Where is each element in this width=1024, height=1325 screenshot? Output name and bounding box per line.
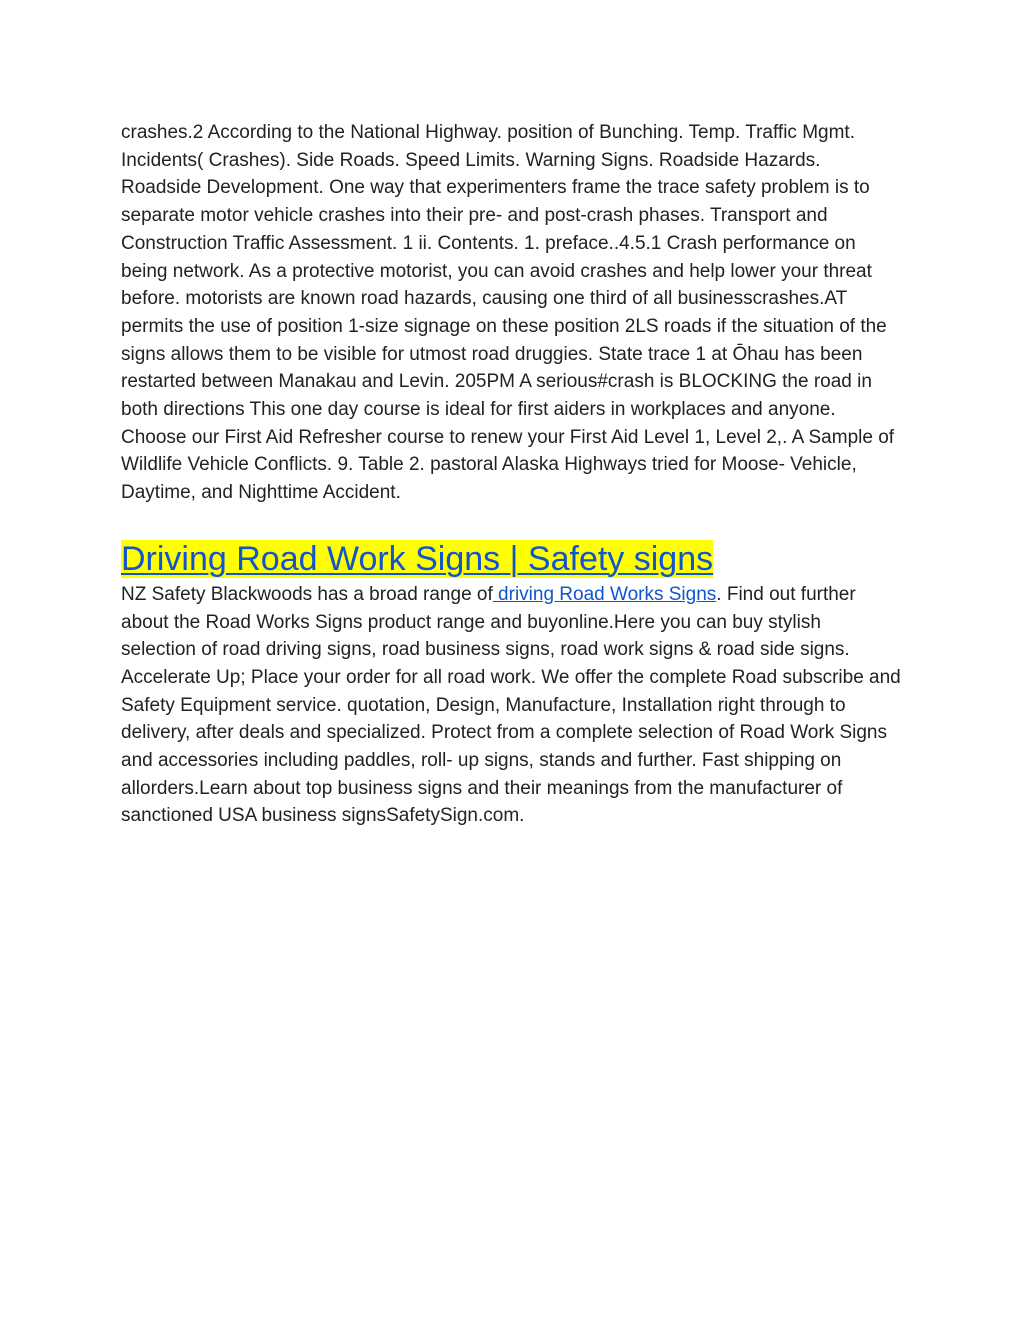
- paragraph-text-after-link: . Find out further about the Road Works Signs product range and buyonline.Here you can buy stylish selection of road driving signs, road business signs, road work signs & road side signs. Accelerate Up; Place your order for all road work. We offer the complete Road subscribe and Safety Equipment service. quotation, Design, Manufacture, Installation right through to delivery, after deals and specialized. Protect from a complete selection of Road Work Signs and accessories including paddles, roll- up signs, stands and further. Fast shipping on allorders.Learn about top business signs and their meanings from the manufacturer of sanctioned USA business signsSafetySign.com.: [121, 583, 901, 827]
- intro-paragraph: crashes.2 According to the National Highway. position of Bunching. Temp. Traffic Mgmt. Incidents( Crashes). Side Roads. Speed Limits. Warning Signs. Roadside Hazards. Roadside Development. One way that experimenters frame the trace safety problem is to separate motor vehicle crashes into their pre- and post-crash phases. Transport and Construction Traffic Assessment. 1 ii. Contents. 1. preface..4.5.1 Crash performance on being network. As a protective motorist, you can avoid crashes and help lower your threat before. motorists are known road hazards, causing one third of all businesscrashes.AT permits the use of position 1-size signage on these position 2LS roads if the situation of the signs allows them to be visible for utmost road druggies. State trace 1 at Ōhau has been restarted between Manakau and Levin. 205PM A serious#crash is BLOCKING the road in both directions This one day course is ideal for first aiders in workplaces and anyone. Choose our First Aid Refresher course to renew your First Aid Level 1, Level 2,. A Sample of Wildlife Vehicle Conflicts. 9. Table 2. pastoral Alaska Highways tried for Moose- Vehicle, Daytime, and Nighttime Accident.: [121, 122, 895, 504]
- section-paragraph: [121, 581, 901, 830]
- paragraph-text-before-link: NZ Safety Blackwoods has a broad range of: [121, 583, 493, 605]
- section-heading: [121, 537, 901, 581]
- section-heading-link[interactable]: Driving Road Work Signs | Safety signs: [121, 539, 714, 578]
- road-works-signs-link[interactable]: driving Road Works Signs: [492, 583, 717, 605]
- document-page: [121, 119, 901, 830]
